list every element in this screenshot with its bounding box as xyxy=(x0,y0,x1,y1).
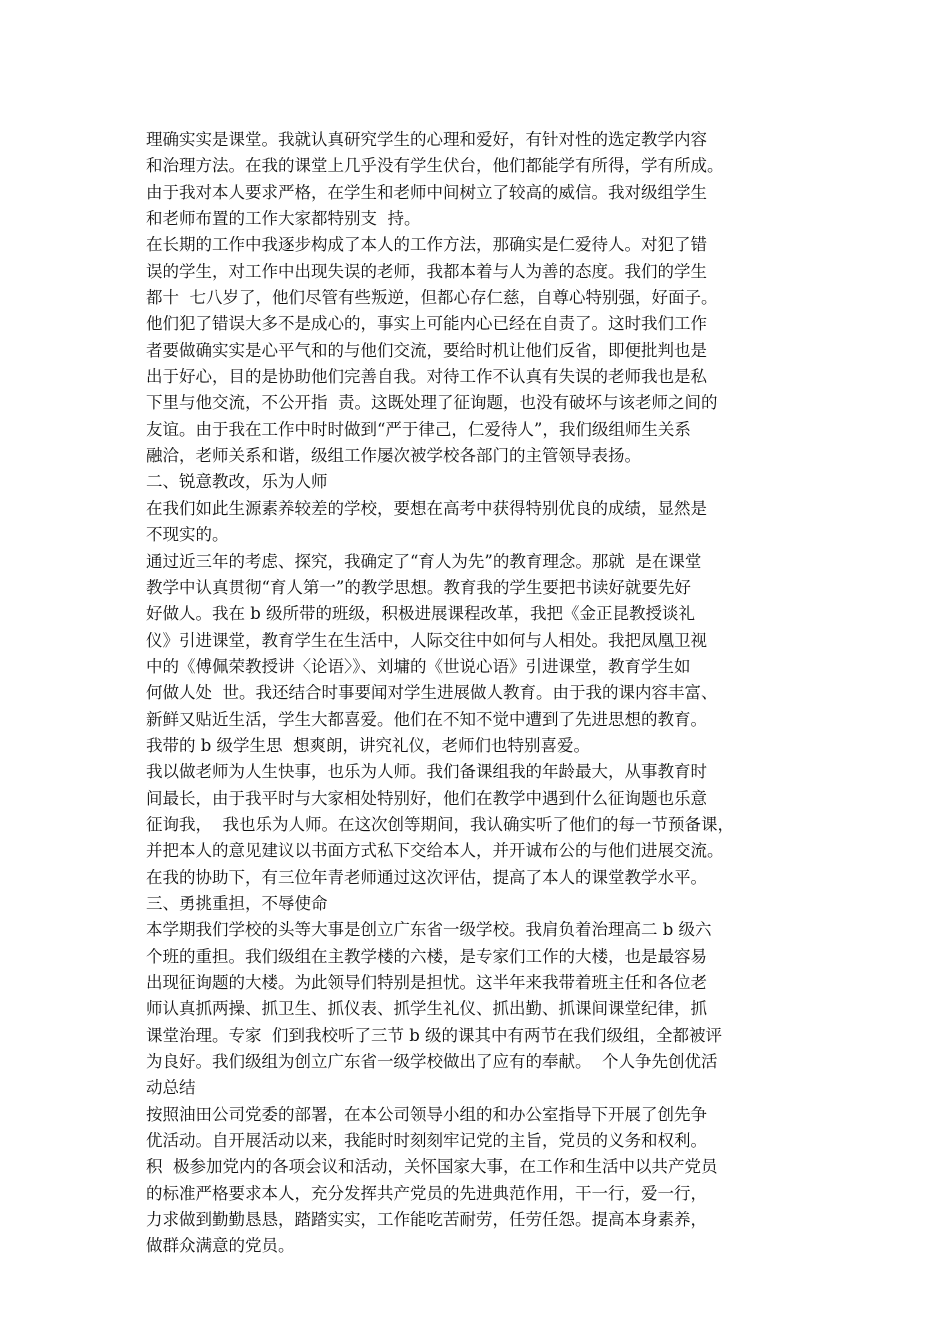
text-line: 和老师布置的工作大家都特别支 持。 xyxy=(146,209,421,229)
text-line: 三、勇挑重担，不辱使命 xyxy=(146,893,328,913)
text-line: 好做人。我在 b 级所带的班级，积极进展课程改革，我把《金正昆教授谈礼 xyxy=(146,604,696,624)
text-line: 我以做老师为人生快事，也乐为人师。我们备课组我的年龄最大，从事教育时 xyxy=(146,762,707,782)
text-line: 何做人处 世。我还结合时事要闻对学生进展做人教育。由于我的课内容丰富、 xyxy=(146,683,718,703)
text-line: 教学中认真贯彻“育人第一”的教学思想。教育我的学生要把书读好就要先好 xyxy=(146,577,691,597)
text-line: 并把本人的意见建议以书面方式私下交给本人，并开诚布公的与他们进展交流。 xyxy=(146,841,724,861)
text-line: 出于好心，目的是协助他们完善自我。对待工作不认真有失误的老师我也是私 xyxy=(146,367,707,387)
text-line: 他们犯了错误大多不是成心的，事实上可能内心已经在自责了。这时我们工作 xyxy=(146,314,707,334)
text-line: 和治理方法。在我的课堂上几乎没有学生伏台，他们都能学有所得，学有所成。 xyxy=(146,156,724,176)
text-line: 在长期的工作中我逐步构成了本人的工作方法，那确实是仁爱待人。对犯了错 xyxy=(146,235,707,255)
text-line: 优活动。自开展活动以来，我能时时刻刻牢记党的主旨，党员的义务和权利。 xyxy=(146,1131,707,1151)
text-line: 我带的 b 级学生思 想爽朗，讲究礼仪，老师们也特别喜爱。 xyxy=(146,735,591,755)
text-line: 融洽，老师关系和谐，级组工作屡次被学校各部门的主管领导表扬。 xyxy=(146,446,641,466)
text-line: 的标准严格要求本人，充分发挥共产党员的先进典范作用，干一行，爱一行， xyxy=(146,1183,707,1203)
text-line: 个班的重担。我们级组在主教学楼的六楼，是专家们工作的大楼，也是最容易 xyxy=(146,946,707,966)
text-line: 出现征询题的大楼。为此领导们特别是担忧。这半年来我带着班主任和各位老 xyxy=(146,973,707,992)
text-line: 理确实实是课堂。我就认真研究学生的心理和爱好，有针对性的选定教学内容 xyxy=(146,130,707,149)
text-line: 课堂治理。专家 们到我校听了三节 b 级的课其中有两节在我们级组，全都被评 xyxy=(146,1025,723,1045)
text-line: 在我的协助下，有三位年青老师通过这次评估，提高了本人的课堂教学水平。 xyxy=(146,867,707,887)
text-line: 由于我对本人要求严格，在学生和老师中间树立了较高的威信。我对级组学生 xyxy=(146,182,707,202)
text-line: 师认真抓两操、抓卫生、抓仪表、抓学生礼仪、抓出勤、抓课间课堂纪律，抓 xyxy=(146,999,707,1019)
text-line: 在我们如此生源素养较差的学校，要想在高考中获得特别优良的成绩，显然是 xyxy=(146,498,707,518)
text-line: 通过近三年的考虑、探究，我确定了“育人为先”的教育理念。那就 是在课堂 xyxy=(146,551,702,571)
text-line: 征询我， 我也乐为人师。在这次创等期间，我认确实听了他们的每一节预备课， xyxy=(146,814,734,834)
text-line: 仪》引进课堂，教育学生在生活中，人际交往中如何与人相处。我把凤凰卫视 xyxy=(146,630,707,650)
text-line: 者要做确实实是心平气和的与他们交流，要给时机让他们反省，即便批判也是 xyxy=(146,340,707,360)
text-line: 都十 七八岁了，他们尽管有些叛逆，但都心存仁慈，自尊心特别强，好面子。 xyxy=(146,288,718,308)
text-line: 为良好。我们级组为创立广东省一级学校做出了应有的奉献。 个人争先创优活 xyxy=(146,1052,718,1072)
text-line: 做群众满意的党员。 xyxy=(146,1236,295,1256)
text-line: 误的学生，对工作中出现失误的老师，我都本着与人为善的态度。我们的学生 xyxy=(146,261,707,281)
text-line: 积 极参加党内的各项会议和活动，关怀国家大事，在工作和生活中以共产党员 xyxy=(146,1157,718,1177)
text-line: 友谊。由于我在工作中时时做到“严于律己，仁爱待人”，我们级组师生关系 xyxy=(146,419,691,439)
text-line: 按照油田公司党委的部署，在本公司领导小组的和办公室指导下开展了创先争 xyxy=(146,1104,707,1124)
text-line: 不现实的。 xyxy=(146,525,229,545)
text-line: 下里与他交流，不公开指 责。这既处理了征询题，也没有破坏与该老师之间的 xyxy=(146,393,718,413)
text-line: 新鲜又贴近生活，学生大都喜爱。他们在不知不觉中遭到了先进思想的教育。 xyxy=(146,709,707,729)
text-line: 中的《傅佩荣教授讲〈论语〉》、刘墉的《世说心语》引进课堂，教育学生如 xyxy=(146,656,691,676)
text-line: 动总结 xyxy=(146,1078,196,1098)
document-body xyxy=(146,127,826,1260)
text-line: 二、锐意教改，乐为人师 xyxy=(146,472,328,492)
text-line: 力求做到勤勤恳恳，踏踏实实，工作能吃苦耐劳，任劳任怨。提高本身素养， xyxy=(146,1210,707,1230)
text-line: 本学期我们学校的头等大事是创立广东省一级学校。我肩负着治理高二 b 级六 xyxy=(146,920,712,940)
text-line: 间最长，由于我平时与大家相处特别好，他们在教学中遇到什么征询题也乐意 xyxy=(146,788,707,808)
